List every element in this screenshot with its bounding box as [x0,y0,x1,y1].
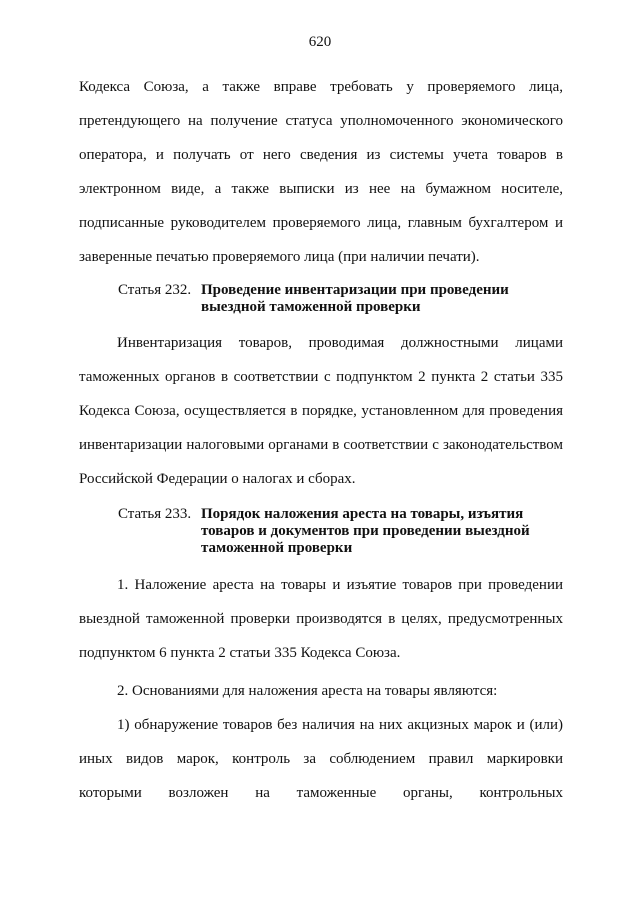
text-line: Инвентаризация товаров, проводимая должностными лицами [117,335,563,351]
text-line: заверенные печатью проверяемого лица (при наличии печати). [79,249,480,265]
text-line: электронном виде, а также выписки из нее на бумажном носителе, [79,181,563,197]
text-line: 1. Наложение ареста на товары и изъятие товаров при проведении [117,577,563,593]
text-line: Российской Федерации о налогах и сборах. [79,471,356,487]
text-line: инвентаризации налоговыми органами в соответствии с законодательством [79,437,563,453]
article-title [201,506,561,557]
text-line: выездной таможенной проверки производятся в целях, предусмотренных [79,611,563,627]
article-title-line: таможенной проверки [201,540,353,556]
paragraph-inventory [79,326,563,496]
article-title-line: Проведение инвентаризации при проведении [201,282,509,298]
text-line: таможенных органов в соответствии с подпунктом 2 пункта 2 статьи 335 [79,369,563,385]
text-line: претендующего на получение статуса уполномоченного экономического [79,113,563,129]
paragraph-continuation [79,70,563,274]
text-line: Кодекса Союза, осуществляется в порядке, установленном для проведения [79,403,563,419]
text-line: оператора, и получать от него сведения из системы учета товаров в [79,147,563,163]
page-number: 620 [308,34,332,50]
article-title-line: товаров и документов при проведении выездной [201,523,530,539]
article-title-line: выездной таможенной проверки [201,299,421,315]
text-line: Кодекса Союза, а также вправе требовать у проверяемого лица, [79,79,563,95]
text-line: 1) обнаружение товаров без наличия на них акцизных марок и (или) [117,717,563,733]
text-line: подпунктом 6 пункта 2 статьи 335 Кодекса Союза. [79,645,401,661]
paragraph-clause-1 [79,568,563,670]
article-number: Статья 233. [118,506,192,522]
paragraph-subclause-1 [79,708,563,810]
text-line: 2. Основаниями для наложения ареста на товары являются: [117,683,498,699]
text-line: иных видов марок, контроль за соблюдением правил маркировки [79,751,563,767]
article-title [201,282,561,316]
article-title-line: Порядок наложения ареста на товары, изъятия [201,506,524,522]
text-line: которыми возложен на таможенные органы, контрольных [79,785,563,801]
article-number: Статья 232. [118,282,192,298]
paragraph-clause-2 [79,674,563,708]
text-line: подписанные руководителем проверяемого лица, главным бухгалтером и [79,215,563,231]
